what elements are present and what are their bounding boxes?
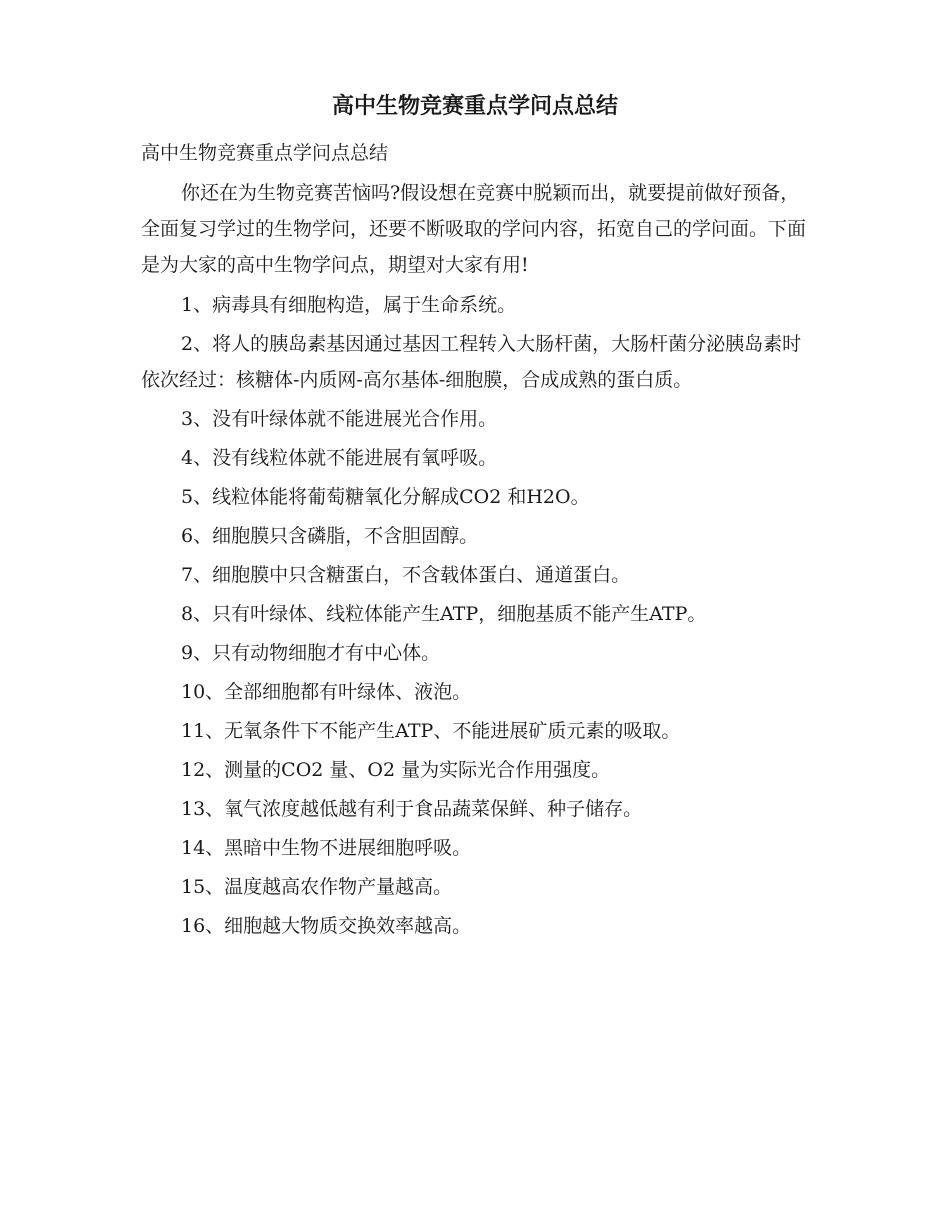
- knowledge-point-list: [141, 287, 811, 944]
- knowledge-point: 9、只有动物细胞才有中心体。: [181, 642, 441, 664]
- knowledge-point: 11、无氧条件下不能产生ATP、不能进展矿质元素的吸取。: [181, 720, 681, 742]
- knowledge-point: 6、细胞膜只含磷脂，不含胆固醇。: [181, 525, 479, 547]
- knowledge-point: 12、测量的CO2 量、O2 量为实际光合作用强度。: [181, 759, 611, 781]
- knowledge-point: 5、线粒体能将葡萄糖氧化分解成CO2 和H2O。: [181, 486, 590, 508]
- knowledge-point: 15、温度越高农作物产量越高。: [181, 876, 453, 898]
- knowledge-point: 2、将人的胰岛素基因通过基因工程转入大肠杆菌，大肠杆菌分泌胰岛素时依次经过：核糖体-内质网-高尔基体-细胞膜，合成成熟的蛋白质。: [141, 333, 802, 391]
- document-title: 高中生物竞赛重点学问点总结: [331, 93, 618, 119]
- knowledge-point: 4、没有线粒体就不能进展有氧呼吸。: [181, 447, 498, 469]
- knowledge-point: 8、只有叶绿体、线粒体能产生ATP，细胞基质不能产生ATP。: [181, 603, 707, 625]
- document-subtitle: 高中生物竞赛重点学问点总结: [141, 142, 389, 164]
- intro-paragraph: 你还在为生物竞赛苦恼吗?假设想在竞赛中脱颖而出，就要提前做好预备，全面复习学过的生物学问，还要不断吸取的学问内容，拓宽自己的学问面。下面是为大家的高中生物学问点，期望对大家有用!: [141, 182, 807, 276]
- knowledge-point: 10、全部细胞都有叶绿体、液泡。: [181, 681, 472, 703]
- knowledge-point: 1、病毒具有细胞构造，属于生命系统。: [181, 294, 517, 316]
- document-body: [141, 137, 811, 947]
- knowledge-point: 13、氧气浓度越低越有利于食品蔬菜保鲜、种子储存。: [181, 798, 643, 820]
- knowledge-point: 3、没有叶绿体就不能进展光合作用。: [181, 408, 498, 430]
- knowledge-point: 16、细胞越大物质交换效率越高。: [181, 915, 472, 937]
- knowledge-point: 14、黑暗中生物不进展细胞呼吸。: [181, 837, 472, 859]
- knowledge-point: 7、细胞膜中只含糖蛋白，不含载体蛋白、通道蛋白。: [181, 564, 631, 586]
